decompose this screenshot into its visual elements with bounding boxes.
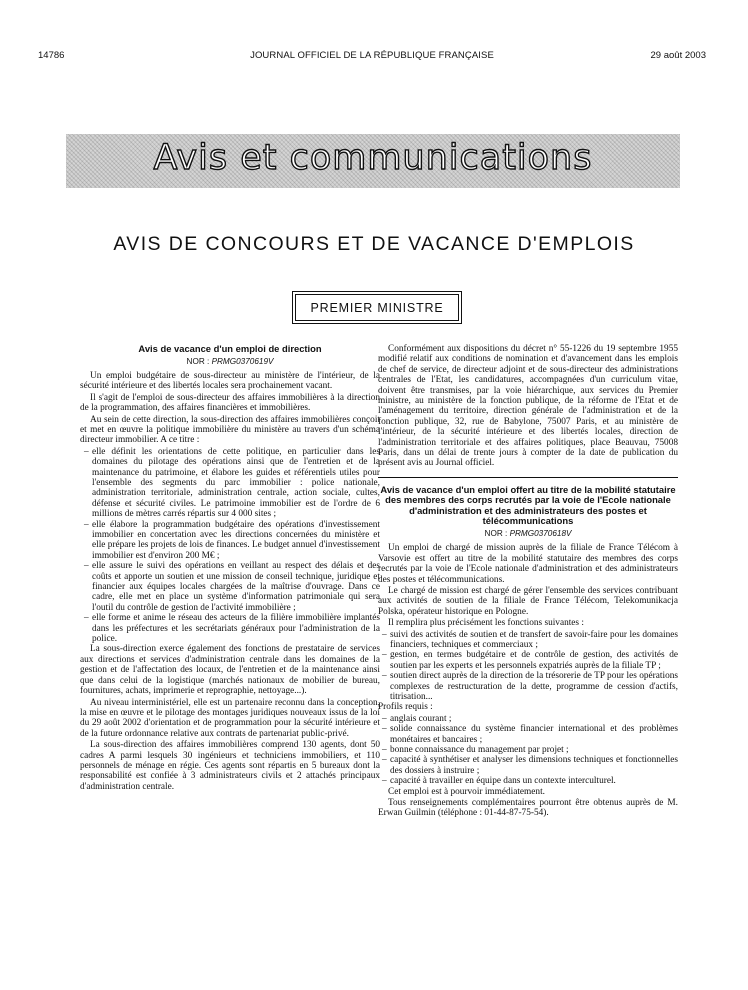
article-1-title: Avis de vacance d'un emploi de direction — [138, 343, 322, 354]
paragraph: Au sein de cette direction, la sous-direction des affaires immobilières conçoit et met en œuvre la politique immobilière du ministère au travers d'un schéma directeur immobilier. A ce titre : — [80, 414, 380, 446]
paragraph: Cet emploi est à pourvoir immédiatement. — [388, 786, 545, 797]
list-item: – gestion, en termes budgétaire et de contrôle de gestion, des activités de soutien par les experts et les personnels expatriés auprès de la filiale TP ; — [378, 650, 678, 671]
article-divider — [378, 477, 678, 478]
paragraph: Il remplira plus précisément les fonctions suivantes : — [388, 618, 584, 629]
paragraph: Conformément aux dispositions du décret n° 55-1226 du 19 septembre 1955 modifié relatif aux conditions de nomination et d'avancement dans les emplois de chef de service, de directeur adjoint et de sous-directeur des administrations centrales de l'Etat, les candidatures, accompagnées d'un curriculum vitae, doivent être transmises, par la voie hiérarchique, aux services du Premier ministre, au ministère de la fonction publique, de la réforme de l'Etat et de l'aménagement du territoire, direction générale de l'administration et de la fonction publique, 32, rue de Babylone, 75007 Paris, et au ministère de l'intérieur, de la sécurité intérieure et des libertés locales, direction de l'administration territoriale et des affaires politiques, place Beauvau, 75008 Paris, dans un délai de trente jours à compter de la date de publication du présent avis au Journal officiel. — [378, 344, 678, 469]
nor-label: NOR : — [186, 356, 210, 366]
right-column — [378, 344, 678, 820]
profile-label: Profils requis : — [378, 702, 433, 713]
section-title: AVIS DE CONCOURS ET DE VACANCE D'EMPLOIS — [113, 233, 635, 255]
article-2-nor — [378, 529, 678, 539]
section-banner — [66, 134, 680, 188]
list-item: – bonne connaissance du management par projet ; — [378, 745, 678, 755]
article-1-nor — [80, 357, 380, 367]
page-header — [38, 50, 706, 64]
ministry-heading — [295, 294, 459, 321]
publication-date: 29 août 2003 — [650, 50, 706, 61]
list-item: – solide connaissance du système financier international et des problèmes monétaires et bancaires ; — [378, 724, 678, 745]
paragraph: Tous renseignements complémentaires pourront être obtenus auprès de M. Erwan Guilmin (téléphone : 01-44-87-75-54). — [378, 798, 678, 819]
article-2-title: Avis de vacance d'un emploi offert au titre de la mobilité statutaire des membres des corps recrutés par la voie de l'Ecole nationale d'administration et des administrateurs des postes et télécommunications — [380, 483, 676, 527]
paragraph: Au niveau interministériel, elle est un partenaire reconnu dans la conception, la mise en œuvre et le pilotage des montages juridiques nouveaux issus de la loi du 29 août 2002 d'orientation et de programmation pour la sécurité intérieure et de la future ordonnance relative aux contrats de partenariat public-privé. — [80, 697, 380, 739]
list-item: – elle élabore la programmation budgétaire des opérations d'investissement immobilier en concertation avec les directions concernées du ministère et elle prépare les projets de lois de finances. Le budget annuel d'investissement immobilier est d'environ 200 M€ ; — [80, 520, 380, 562]
list-item: – elle assure le suivi des opérations en veillant au respect des délais et des coûts et apporte un soutien et une mission de conseil technique, juridique et financier aux équipes locales chargées de la maîtrise d'ouvrage. Dans ce cadre, elle met en place un système d'information patrimoniale qui sera l'outil du contrôle de gestion de l'activité immobilière ; — [80, 561, 380, 613]
list-item: – capacité à synthétiser et analyser les dimensions techniques et fonctionnelles des dossiers à instruire ; — [378, 755, 678, 776]
paragraph: Il s'agit de l'emploi de sous-directeur des affaires immobilières à la direction de la programmation, des affaires financières et immobilières. — [80, 392, 380, 414]
profile-list — [378, 714, 678, 787]
paragraph: Le chargé de mission est chargé de gérer l'ensemble des services contribuant aux activités de soutien de la filiale de France Télécom, Telekomunikacja Polska, opérateur historique en Pologne. — [378, 585, 678, 617]
banner-title: Avis et communications — [153, 138, 593, 178]
list-item: – elle forme et anime le réseau des acteurs de la filière immobilière implantés dans les préfectures et les secrétariats généraux pour l'administration de la police. — [80, 613, 380, 644]
nor-code: PRMG0370619V — [211, 356, 274, 366]
paragraph: Un emploi budgétaire de sous-directeur au ministère de l'intérieur, de la sécurité intérieure et des libertés locales sera prochainement vacant. — [80, 370, 380, 392]
paragraph: La sous-direction exerce également des fonctions de prestataire de services aux directions et services d'administration centrale dans les domaines de la gestion et de l'affectation des locaux, de l'entretien et de la maintenance ainsi que dans celui de la logistique (marchés nationaux de mobilier de bureau, fournitures, achats, imprimerie et reprographie, nettoyage...). — [80, 644, 380, 697]
journal-title: JOURNAL OFFICIEL DE LA RÉPUBLIQUE FRANÇAISE — [250, 50, 494, 61]
paragraph: Un emploi de chargé de mission auprès de la filiale de France Télécom à Varsovie est offert au titre de la mobilité statutaire des membres des corps recrutés par la voie de l'Ecole nationale d'administration et des administrateurs des postes et télécommunications. — [378, 543, 678, 585]
nor-code: PRMG0370618V — [509, 528, 572, 538]
functions-list — [378, 630, 678, 703]
mission-list — [80, 447, 380, 645]
paragraph: La sous-direction des affaires immobilières comprend 130 agents, dont 50 cadres A parmi lesquels 30 ingénieurs et techniciens immobiliers, et 110 personnels de ménage en régie. Ces agents sont répartis en 5 bureaux dont la responsabilité est confiée à 3 administrateurs civils et 2 attachés principaux d'administration centrale. — [80, 740, 380, 792]
list-item: – capacité à travailler en équipe dans un contexte interculturel. — [378, 776, 678, 786]
list-item: – anglais courant ; — [378, 714, 678, 724]
ministry-label: PREMIER MINISTRE — [310, 300, 444, 315]
page-number: 14786 — [38, 50, 65, 61]
left-column — [80, 344, 380, 793]
nor-label: NOR : — [484, 528, 508, 538]
list-item: – suivi des activités de soutien et de transfert de savoir-faire pour les domaines financiers, techniques et commerciaux ; — [378, 630, 678, 651]
list-item: – soutien direct auprès de la direction de la trésorerie de TP pour les opérations complexes de restructuration de la dette, programme de cession d'actifs, titrisation... — [378, 671, 678, 702]
list-item: – elle définit les orientations de cette politique, en particulier dans les domaines du pilotage des opérations ainsi que de l'entretien et de la maintenance du patrimoine, et élabore les guides et référentiels utiles pour l'ensemble des segments du parc immobilier : police nationale, administration territoriale, administration centrale, action sociale, cultes, défense et sécurité civiles. Le patrimoine immobilier est de l'ordre de 6 millions de mètres carrés répartis sur 4 000 sites ; — [80, 447, 380, 520]
